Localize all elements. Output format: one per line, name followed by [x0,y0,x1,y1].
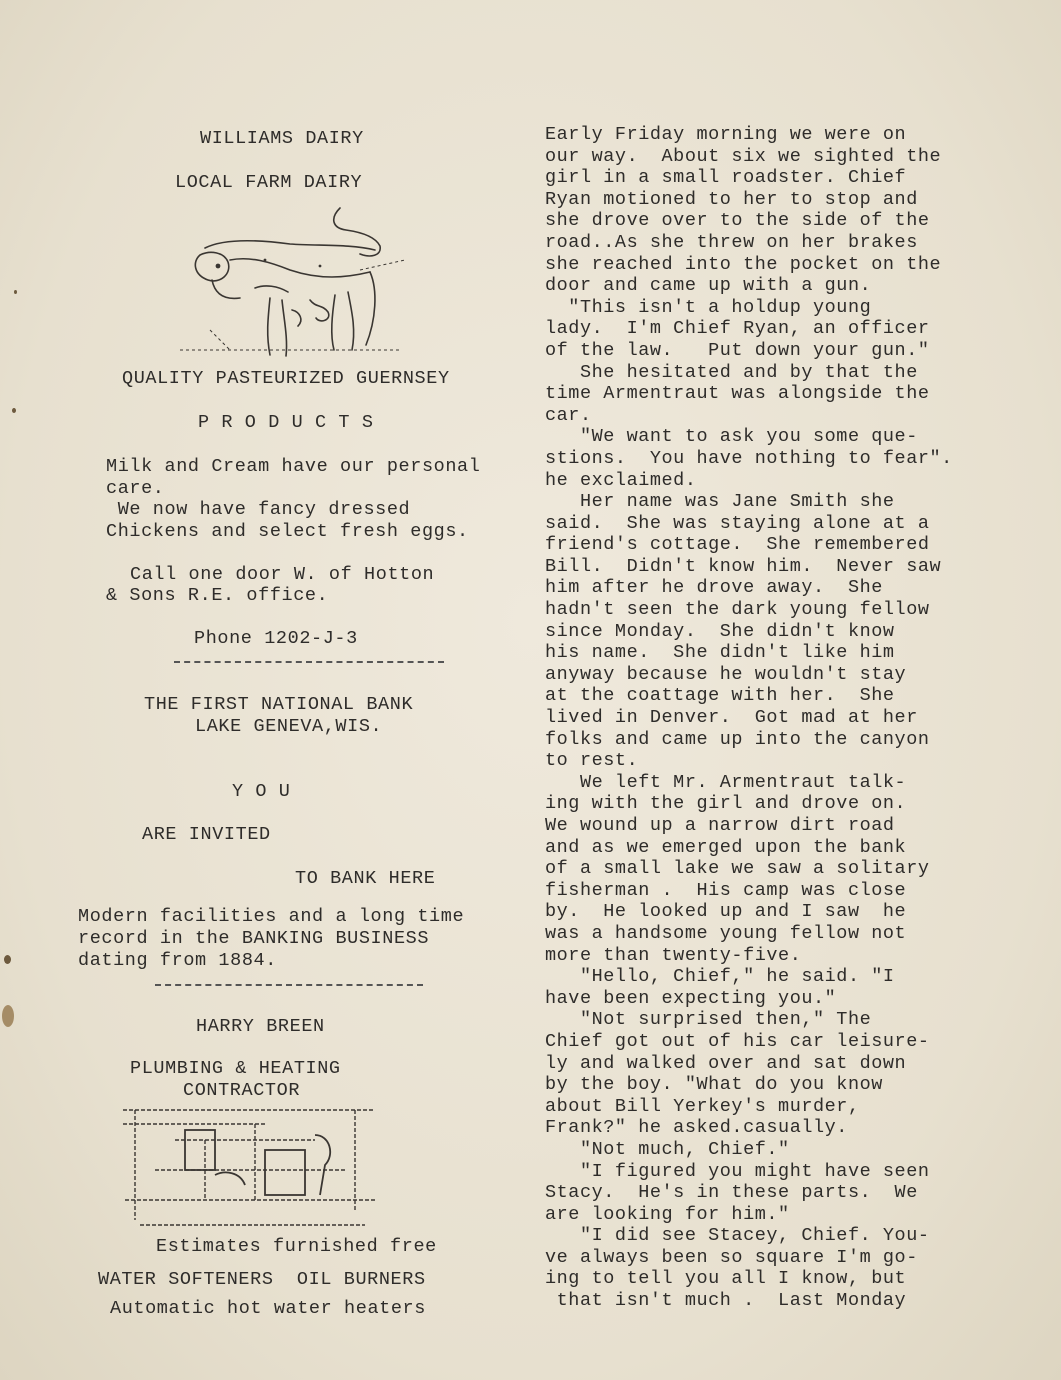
story-line: "I figured you might have seen [545,1160,930,1182]
plumbing-trade-line-2: CONTRACTOR [183,1080,301,1101]
story-line: ing to tell you all I know, but [545,1268,907,1290]
story-line: said. She was staying alone at a [545,512,930,534]
story-line: by. He looked up and I saw he [545,901,907,923]
story-line: hadn't seen the dark young fellow [545,599,930,621]
story-line: stions. You have nothing to fear". [545,447,953,469]
story-line: door and came up with a gun. [545,275,872,297]
story-line: he exclaimed. [545,469,697,491]
story-line: "Not surprised then," The [545,1009,872,1031]
plumbing-trade-line-1: PLUMBING & HEATING [130,1058,341,1079]
divider [174,661,444,663]
divider [155,984,423,986]
bank-invited: ARE INVITED [142,824,271,845]
story-line: lady. I'm Chief Ryan, an officer [545,318,930,340]
story-line: are looking for him." [545,1203,790,1225]
bank-location: LAKE GENEVA,WIS. [195,716,383,737]
paper-speck [12,408,16,413]
story-line: of a small lake we saw a solitary [545,858,930,880]
dairy-body-line-1: Milk and Cream have our personal [106,456,481,477]
story-line: his name. She didn't like him [545,642,895,664]
plumbing-heaters: Automatic hot water heaters [110,1298,426,1319]
story-line: ve always been so square I'm go- [545,1246,918,1268]
story-line: ing with the girl and drove on. [545,793,907,815]
paper-speck [14,290,17,294]
story-line: road..As she threw on her brakes [545,231,918,253]
story-line: and as we emerged upon the bank [545,836,907,858]
story-line: Chief got out of his car leisure- [545,1030,930,1052]
story-line: Frank?" he asked.casually. [545,1117,848,1139]
dairy-body-line-3: We now have fancy dressed [106,499,411,520]
story-line: "Not much, Chief." [545,1138,790,1160]
story-line: him after he drove away. She [545,577,883,599]
cow-illustration [170,200,410,365]
story-line: Ryan motioned to her to stop and [545,188,918,210]
dairy-products-heading: P R O D U C T S [198,412,374,433]
story-line: fisherman . His camp was close [545,879,907,901]
bank-you: Y O U [232,781,291,802]
story-line: at the coattage with her. She [545,685,895,707]
story-line: to rest. [545,750,639,772]
dairy-body-line-2: care. [106,478,165,499]
plumbing-services: WATER SOFTENERS OIL BURNERS [98,1269,426,1290]
story-line: our way. About six we sighted the [545,145,942,167]
story-line: Bill. Didn't know him. Never saw [545,555,942,577]
story-line: "I did see Stacey, Chief. You- [545,1225,930,1247]
story-line: was a handsome young fellow not [545,922,907,944]
dairy-phone: Phone 1202-J-3 [194,628,358,649]
story-line: Early Friday morning we were on [545,124,907,145]
bank-body-line-1: Modern facilities and a long time [78,906,465,927]
story-line: car. [545,404,592,426]
story-line: by the boy. "What do you know [545,1074,883,1096]
story-line: of the law. Put down your gun." [545,339,930,361]
story-line: girl in a small roadster. Chief [545,167,907,189]
story-line: about Bill Yerkey's murder, [545,1095,860,1117]
story-line: she drove over to the side of the [545,210,930,232]
story-line: We wound up a narrow dirt road [545,815,895,836]
dairy-quality-line: QUALITY PASTEURIZED GUERNSEY [122,368,450,389]
story-line: folks and came up into the canyon [545,728,930,750]
bank-body-line-3: dating from 1884. [78,950,277,971]
plumbing-estimates: Estimates furnished free [156,1236,437,1257]
paper-speck [4,955,11,964]
story-line: she reached into the pocket on the [545,253,942,275]
plumbing-illustration [115,1100,385,1235]
dairy-location-line-1: Call one door W. of Hotton [130,564,435,585]
dairy-body-line-4: Chickens and select fresh eggs. [106,521,469,542]
paper-stain [2,1005,14,1027]
story-line: anyway because he wouldn't stay [545,663,907,685]
story-line: We left Mr. Armentraut talk- [545,771,907,793]
story-line: time Armentraut was alongside the [545,383,930,405]
story-line: friend's cottage. She remembered [545,534,930,556]
story-line: "Hello, Chief," he said. "I [545,966,895,988]
story-line: have been expecting you." [545,987,837,1009]
story-line: Her name was Jane Smith she [545,491,895,513]
story-line: that isn't much . Last Monday [545,1290,907,1312]
bank-body-line-2: record in the BANKING BUSINESS [78,928,430,949]
bank-to-bank-here: TO BANK HERE [295,868,436,889]
story-line: ly and walked over and sat down [545,1052,907,1074]
dairy-subtitle: LOCAL FARM DAIRY [175,172,363,193]
story-line: She hesitated and by that the [545,361,918,383]
story-line: lived in Denver. Got mad at her [545,707,918,729]
story-line: since Monday. She didn't know [545,620,895,642]
story-line: more than twenty-five. [545,944,802,966]
story-line: "We want to ask you some que- [545,426,918,448]
story-column [545,124,1015,1312]
dairy-location-line-2: & Sons R.E. office. [106,585,329,606]
bank-name: THE FIRST NATIONAL BANK [144,694,414,715]
story-line: Stacy. He's in these parts. We [545,1182,918,1204]
dairy-name: WILLIAMS DAIRY [200,128,364,149]
story-line: "This isn't a holdup young [545,296,872,318]
plumbing-name: HARRY BREEN [196,1016,325,1037]
